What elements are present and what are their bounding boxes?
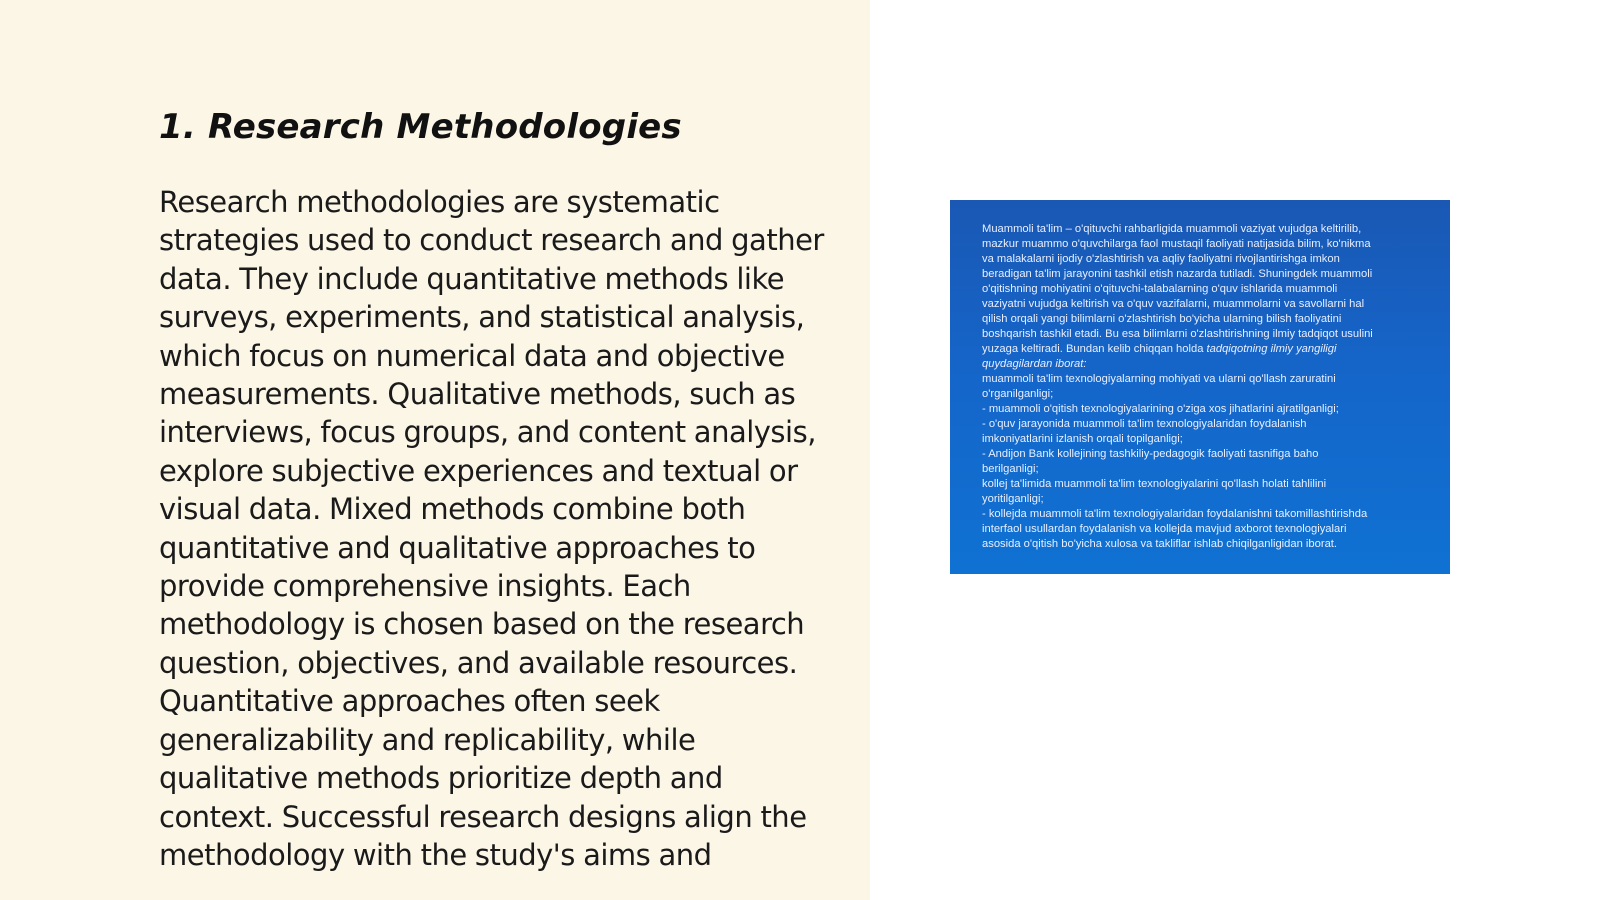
image-text-line: - o'quv jarayonida muammoli ta'lim texnologiyalaridan foydalanish [982,418,1307,430]
image-text-line: qilish orqali yangi bilimlarni o'zlashtirish bo'yicha ularning bilish faoliyatini [982,313,1342,325]
image-text-line: o'qitishning mohiyatini o'qituvchi-talabalarning o'quv ishlarida muammoli [982,283,1338,295]
image-text-line: kollej ta'limida muammoli ta'lim texnologiyalarini qo'llash holati tahlilini [982,478,1327,490]
image-text-line: o'rganilganligi; [982,388,1054,400]
image-text-segment: yuzaga keltiradi. Bundan kelib chiqqan holda [982,343,1204,355]
image-text-line: - muammoli o'qitish texnologiyalarining o'ziga xos jihatlarini ajratilganligi; [982,403,1339,415]
image-text-line: imkoniyatlarini izlanish orqali topilganligi; [982,433,1183,445]
image-text-italic: tadqiqotning ilmiy yangiligi [1206,343,1337,355]
image-text-line: interfaol usullardan foydalanish va kollejda mavjud axborot texnologiyalari [982,523,1347,535]
scanned-text-image [950,200,1450,574]
image-text-block [982,222,1422,552]
image-text-line: vaziyatni vujudga keltirish va o'quv vazifalarni, muammolarni va savollarni hal [982,298,1365,310]
image-text-line: va malakalarni ijodiy o'zlashtirish va aqliy faoliyatni rivojlantirishga imkon [982,253,1340,265]
image-text-line: berilganligi; [982,463,1039,475]
image-text-line: boshqarish tashkil etadi. Bu esa bilimlarni o'zlashtirishning ilmiy tadqiqot usulini [982,328,1373,340]
image-text-line: muammoli ta'lim texnologiyalarning mohiyati va ularni qo'llash zaruratini [982,373,1336,385]
image-text-line-mixed [982,342,1422,357]
image-text-line: - Andijon Bank kollejining tashkiliy-pedagogik faoliyati tasnifiga baho [982,448,1319,460]
image-text-line: - kollejda muammoli ta'lim texnologiyalaridan foydalanishni takomillashtirishda [982,508,1368,520]
image-text-line: beradigan ta'lim jarayonini tashkil etish nazarda tutiladi. Shuningdek muammoli [982,268,1373,280]
image-text-line: mazkur muammo o'quvchilarga faol mustaqil faoliyati natijasida bilim, ko'nikma [982,238,1371,250]
image-text-line: quydagilardan iborat: [982,358,1087,370]
slide-body-text: Research methodologies are systematic strategies used to conduct research and gather data. They include quantitative methods like surveys, experiments, and statistical analysis, which focus on numerical data and objective measurements. Qualitative methods, such as interviews, focus groups, and content analysis, explore subjective experiences and textual or visual data. Mixed methods combine both quantitative and qualitative approaches to provide comprehensive insights. Each methodology is chosen based on the research question, objectives, and available resources. Quantitative approaches often seek generalizability and replicability, while qualitative methods prioritize depth and context. Successful research designs align the methodology with the study's aims and [159,185,824,872]
slide-title: 1. Research Methodologies [159,107,682,147]
image-text-line: asosida o'qitish bo'yicha xulosa va takliflar ishlab chiqilganligidan iborat. [982,538,1338,550]
image-text-line: yoritilganligi; [982,493,1044,505]
image-text-line: Muammoli ta'lim – o'qituvchi rahbarligida muammoli vaziyat vujudga keltirilib, [982,223,1362,235]
